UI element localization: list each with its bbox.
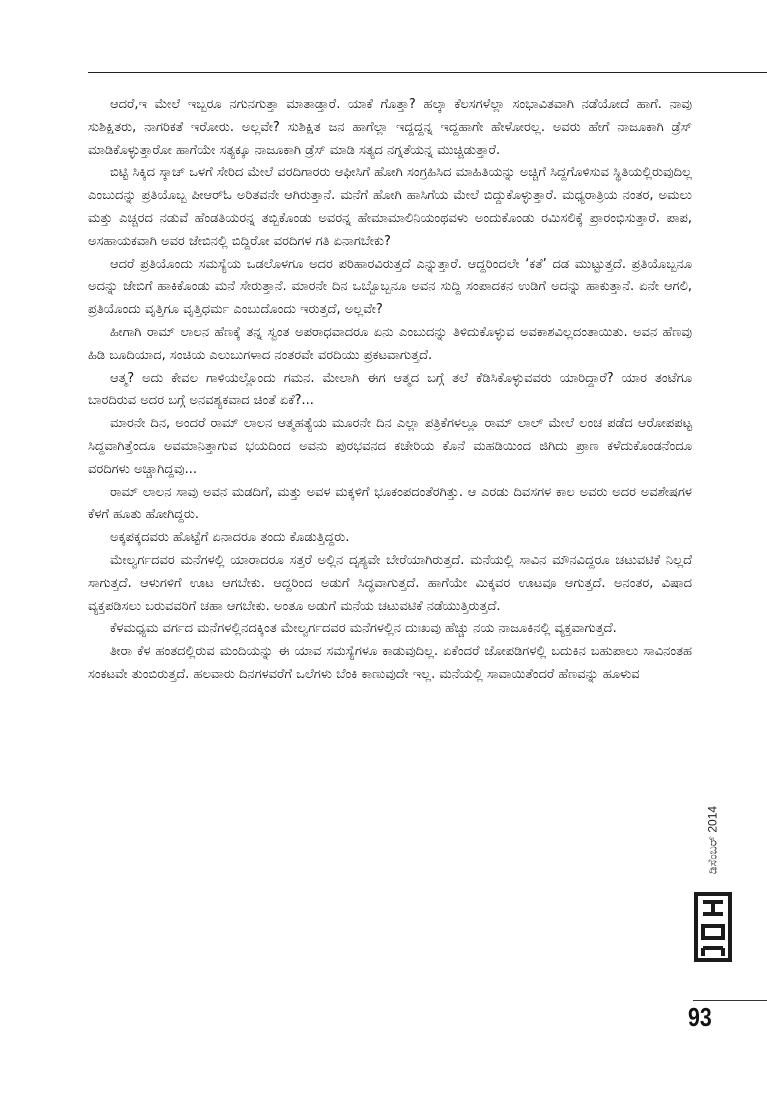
article-body — [88, 94, 692, 687]
paragraph: ಕೆಳಮಧ್ಯಮ ವರ್ಗದ ಮನೆಗಳಲ್ಲಿನದಕ್ಕಿಂತ ಮೇಲ್ವರ್ಗದವರ ಮನೆಗಳಲ್ಲಿನ ದುಃಖವು ಹೆಚ್ಚು ನಯ ನಾಜೂಕಿನಲ್ಲಿ ವ್ಯಕ್ತವಾಗುತ್ತದೆ. — [110, 621, 617, 637]
paragraph: ಮಾರನೇ ದಿನ, ಅಂದರೆ ರಾಮ್ ಲಾಲನ ಆತ್ಮಹತ್ಯೆಯ ಮೂರನೇ ದಿನ ಎಲ್ಲಾ ಪತ್ರಿಕೆಗಳಲ್ಲೂ ರಾಮ್ ಲಾಲ್ ಮೇಲೆ ಲಂಚ ಪಡೆದ ಆರೋಪಪಟ್ಟ ಸಿದ್ದವಾಗಿತ್ತೆಂದೂ ಅವಮಾನಿತ್ತಾಗುವ ಭಯದಿಂದ ಅವನು ಪುರಭವನದ ಕಚೇರಿಯ ಕೊನೆ ಮಹಡಿಯಿಂದ ಜಿಗಿದು ಪ್ರಾಣ ಕಳೆದುಕೊಂಡನೆಂದೂ ವರದಿಗಳು ಅಚ್ಚಾಗಿದ್ದವು... — [88, 416, 692, 477]
paragraph: ಆದರೆ,ಇ ಮೇಲೆ ಇಬ್ಬರೂ ನಗುನಗುತ್ತಾ ಮಾತಾಡ್ತಾರೆ. ಯಾಕೆ ಗೊತ್ತಾ? ಹಲ್ಕಾ ಕೆಲಸಗಳೆಲ್ಲಾ ಸಂಭಾವಿತವಾಗಿ ನಡೆಯೋದೆ ಹಾಗೆ. ನಾವು ಸುಶಿಕ್ಷಿತರು, ನಾಗರಿಕತೆ ಇರೋರು. ಅಲ್ಲವೇ? ಸುಶಿಕ್ಷಿತ ಜನ ಹಾಗೆಲ್ಲಾ ಇದ್ದದ್ದನ್ನ ಇದ್ದಹಾಗೇ ಹೇಳೋರಲ್ಲ. ಅವರು ಹೇಗೆ ನಾಜೂಕಾಗಿ ಡ್ರೆಸ್ ಮಾಡಿಕೊಳ್ಳುತ್ತಾರೋ ಹಾಗೆಯೇ ಸತ್ಯಕ್ಕೂ ನಾಜೂಕಾಗಿ ಡ್ರೆಸ್ ಮಾಡಿ ಸತ್ಯದ ನಗ್ನತೆಯನ್ನ ಮುಚ್ಚಿಡುತ್ತಾರೆ. — [88, 97, 692, 158]
magazine-side-mark — [693, 800, 733, 962]
magazine-logo — [693, 892, 733, 962]
paragraph: ಆತ್ಮ? ಅದು ಕೇವಲ ಗಾಳಿಯಲ್ಲೊಂದು ಗಮನ. ಮೇಲಾಗಿ ಈಗ ಆತ್ಮದ ಬಗ್ಗೆ ತಲೆ ಕೆಡಿಸಿಕೊಳ್ಳುವವರು ಯಾರಿದ್ದಾರೆ? ಯಾರ ತಂಟೆಗೂ ಬಾರದಿರುವ ಅದರ ಬಗ್ಗೆ ಅನವಶ್ಯಕವಾದ ಚಿಂತೆ ಏಕೆ?... — [88, 370, 692, 409]
page-number: 93 — [688, 1002, 712, 1032]
paragraph: ಮೇಲ್ವರ್ಗದವರ ಮನೆಗಳಲ್ಲಿ ಯಾರಾದರೂ ಸತ್ತರೆ ಅಲ್ಲಿನ ದೃಶ್ಯವೇ ಬೇರೆಯಾಗಿರುತ್ತದೆ. ಮನೆಯಲ್ಲಿ ಸಾವಿನ ಮೌನವಿದ್ದರೂ ಚಟುವಟಿಕೆ ನಿಲ್ಲದೆ ಸಾಗುತ್ತದೆ. ಆಳುಗಳಿಗೆ ಊಟ ಆಗಬೇಕು. ಆದ್ದರಿಂದ ಅಡುಗೆ ಸಿದ್ಧವಾಗುತ್ತದೆ. ಹಾಗೆಯೇ ಮಿಕ್ಕವರ ಊಟವೂ ಆಗುತ್ತದೆ. ಅನಂತರ, ವಿಷಾದ ವ್ಯಕ್ತಪಡಿಸಲು ಬರುವವರಿಗೆ ಚಹಾ ಆಗಬೇಕು. ಅಂತೂ ಅಡುಗೆ ಮನೆಯ ಚಟುವಟಿಕೆ ನಡೆಯುತ್ತಿರುತ್ತದೆ. — [88, 552, 692, 614]
issue-date: ಡಿಸೆಂಬರ್ 2014 — [705, 805, 720, 875]
paragraph: ಅಕ್ಕಪಕ್ಕದವರು ಹೊಟ್ಟೆಗೆ ಏನಾದರೂ ತಂದು ಕೊಡುತ್ತಿದ್ದರು. — [110, 530, 350, 546]
paragraph: ತೀರಾ ಕೆಳ ಹಂತದಲ್ಲಿರುವ ಮಂದಿಯನ್ನು ಈ ಯಾವ ಸಮಸ್ಯೆಗಳೂ ಕಾಡುವುದಿಲ್ಲ. ಏಕೆಂದರೆ ಜೋಪಡಿಗಳಲ್ಲಿ ಬದುಕಿನ ಬಹುಪಾಲು ಸಾವಿನಂತಹ ಸಂಕಟವೇ ತುಂಬಿರುತ್ತದೆ. ಹಲವಾರು ದಿನಗಳವರೆಗೆ ಒಲೆಗಳು ಬೆಂಕಿ ಕಾಣುವುದೇ ಇಲ್ಲ. ಮನೆಯಲ್ಲಿ ಸಾವಾಯಿತೆಂದರೆ ಹೆಣವನ್ನು ಹೂಳುವ — [88, 644, 692, 682]
footer-rule — [693, 1000, 767, 1001]
paragraph: ಆದರೆ ಪ್ರತಿಯೊಂದು ಸಮಸ್ಯೆಯ ಒಡಲೊಳಗೂ ಅದರ ಪರಿಹಾರವಿರುತ್ತದೆ ಎನ್ನುತ್ತಾರೆ. ಆದ್ದರಿಂದಲೇ ‘ಕತೆ’ ದಡ ಮುಟ್ಟುತ್ತದೆ. ಪ್ರತಿಯೊಬ್ಬನೂ ಅದನ್ನು ಜೇಬಿಗೆ ಹಾಕಿಕೊಂಡು ಮನೆ ಸೇರುತ್ತಾನೆ. ಮಾರನೇ ದಿನ ಒಬ್ಬೊಬ್ಬನೂ ಅವನ ಸುದ್ದಿ ಸಂಪಾದಕನ ಉಡಿಗೆ ಅದನ್ನು ಹಾಕುತ್ತಾನೆ. ಏನೇ ಆಗಲಿ, ಪ್ರತಿಯೊಂದು ವೃತ್ತಿಗೂ ವೃತ್ತಿಧರ್ಮ ಎಂಬುದೊಂದು ಇರುತ್ತದೆ, ಅಲ್ಲವೇ? — [88, 256, 692, 318]
header-rule — [88, 72, 767, 73]
paragraph: ಬಿಟ್ಟಿ ಸಿಕ್ಕಿದ ಸ್ಕಾಚ್ ಒಳಗೆ ಸೇರಿದ ಮೇಲೆ ವರದಿಗಾರರು ಆಫೀಸಿಗೆ ಹೋಗಿ ಸಂಗ್ರಹಿಸಿದ ಮಾಹಿತಿಯನ್ನು ಅಚ್ಚಿಗೆ ಸಿದ್ದಗೊಳಿಸುವ ಸ್ಥಿತಿಯಲ್ಲಿರುವುದಿಲ್ಲ ಎಂಬುದನ್ನು ಪ್ರತಿಯೊಬ್ಬ ಪೀಆರ್‌ಓ ಅರಿತವನೇ ಆಗಿರುತ್ತಾನೆ. ಮನೆಗೆ ಹೋಗಿ ಹಾಸಿಗೆಯ ಮೇಲೆ ಬಿದ್ದುಕೊಳ್ಳುತ್ತಾರೆ. ಮಧ್ಯರಾತ್ರಿಯ ನಂತರ, ಅಮಲು ಮತ್ತು ಎಚ್ಚರದ ನಡುವೆ ಹೆಂಡತಿಯರನ್ನ ತಬ್ಬಿಕೊಂಡು ಅವರನ್ನ ಹೇಮಾಮಾಲಿನಿಯಂಥವಳು ಅಂದುಕೊಂಡು ರಮಿಸಲಿಕ್ಕೆ ಪ್ರಾರಂಭಿಸುತ್ತಾರೆ. ಪಾಪ, ಅಸಹಾಯಕವಾಗಿ ಅವರ ಜೇಬಿನಲ್ಲಿ ಬಿದ್ದಿರೋ ವರದಿಗಳ ಗತಿ ಏನಾಗಬೇಕು? — [88, 165, 692, 249]
paragraph: ಹೀಗಾಗಿ ರಾಮ್ ಲಾಲನ ಹೆಣಕ್ಕೆ ತನ್ನ ಸ್ವಂತ ಅಪರಾಧವಾದರೂ ಏನು ಎಂಬುದನ್ನು ತಿಳಿದುಕೊಳ್ಳುವ ಅವಕಾಶವಿಲ್ಲದಂತಾಯಿತು. ಅವನ ಹೆಣವು ಹಿಡಿ ಬೂದಿಯಾದ, ಸಂಚಿಯ ಎಲುಬುಗಳಾದ ನಂತರವೇ ವರದಿಯು ಪ್ರಕಟವಾಗುತ್ತದೆ. — [88, 324, 692, 363]
paragraph: ರಾಮ್ ಲಾಲನ ಸಾವು ಅವನ ಮಡದಿಗೆ, ಮತ್ತು ಅವಳ ಮಕ್ಕಳಿಗೆ ಭೂಕಂಪದಂತೆರಗಿತ್ತು. ಆ ಎರಡು ದಿವಸಗಳ ಕಾಲ ಅವರು ಅದರ ಅವಶೇಷಗಳ ಕೆಳಗೆ ಹೂತು ಹೋಗಿದ್ದರು. — [88, 484, 692, 523]
